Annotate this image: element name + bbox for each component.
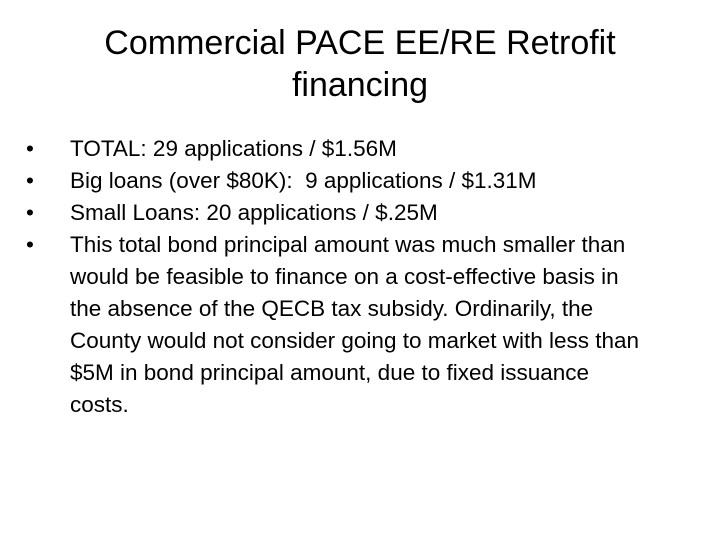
bullet-item-total — [26, 133, 686, 165]
bullet-text-small-loans: Small Loans: 20 applications / $.25M — [70, 200, 438, 225]
bullet-text-total: TOTAL: 29 applications / $1.56M — [70, 136, 397, 161]
bullet-text-bond-note: This total bond principal amount was much smaller than would be feasible to finance on a cost-effective basis in the absence of the QECB tax subsidy. Ordinarily, the County would not consider going to market with less than $5M in bond principal amount, due to fixed issuance costs. — [70, 232, 640, 417]
bullet-icon: • — [26, 136, 34, 161]
bullet-icon: • — [26, 168, 34, 193]
bullet-item-small-loans — [26, 197, 686, 229]
bullet-list — [26, 133, 686, 421]
slide-title: Commercial PACE EE/RE Retrofit financing — [104, 24, 616, 104]
bullet-icon: • — [26, 200, 34, 225]
bullet-item-bond-note — [26, 229, 686, 421]
bullet-icon: • — [26, 232, 34, 257]
bullet-item-big-loans — [26, 165, 686, 197]
bullet-text-big-loans: Big loans (over $80K): 9 applications / $1.31M — [70, 168, 537, 193]
